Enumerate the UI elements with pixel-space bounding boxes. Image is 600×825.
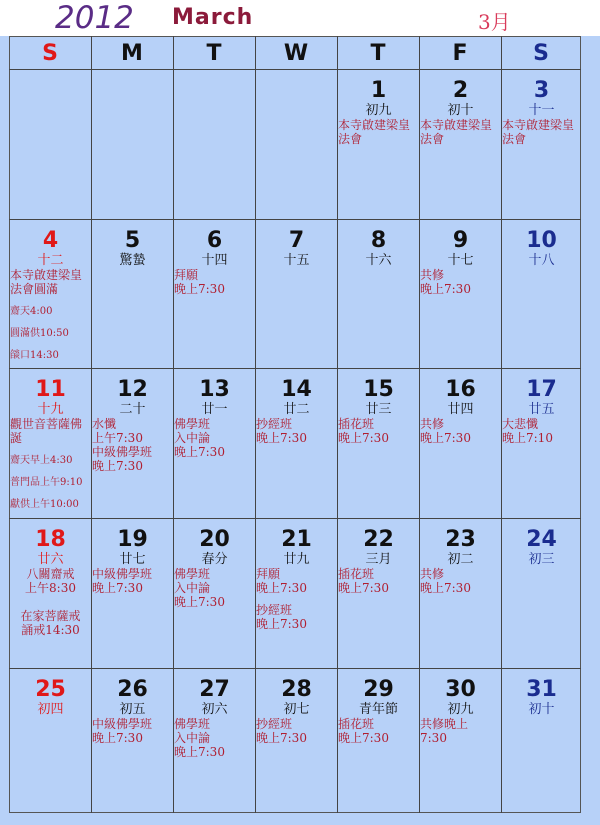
event-text: 插花班 <box>338 567 375 581</box>
day-number: 25 <box>35 677 66 702</box>
day-cell-3[interactable] <box>502 70 581 219</box>
day-cell-14[interactable] <box>256 369 337 518</box>
event-text: 入中論 <box>174 431 211 445</box>
event-text: 晚上7:30 <box>174 445 225 459</box>
event-text: 拜願 <box>256 567 281 581</box>
day-number: 23 <box>445 527 476 552</box>
event-text: 共修 <box>420 417 445 431</box>
event-text: 圓滿供10:50 <box>10 328 69 339</box>
event-text: 佛學班 <box>174 567 211 581</box>
day-cell-25[interactable] <box>10 669 91 813</box>
lunar-date: 初七 <box>283 702 310 717</box>
day-number: 16 <box>445 377 476 402</box>
day-cell-7[interactable] <box>256 220 337 368</box>
event-text: 晚上7:10 <box>502 431 553 445</box>
event-text: 抄經班 <box>256 717 293 731</box>
event-text: 共修晚上 <box>420 717 469 731</box>
event-text: 晚上7:30 <box>256 731 307 745</box>
day-number: 21 <box>281 527 312 552</box>
event-text: 晚上7:30 <box>174 595 225 609</box>
lunar-date: 廿二 <box>283 402 310 417</box>
lunar-date: 廿一 <box>201 402 228 417</box>
day-cell-21[interactable] <box>256 519 337 668</box>
day-cell-8[interactable] <box>338 220 419 368</box>
lunar-date: 廿四 <box>447 402 474 417</box>
day-number: 27 <box>199 677 230 702</box>
event-text: 晚上7:30 <box>256 581 307 595</box>
day-cell-9[interactable] <box>420 220 501 368</box>
day-number: 6 <box>206 228 223 253</box>
day-number: 19 <box>117 527 148 552</box>
event-text: 中級佛學班 <box>92 567 153 581</box>
event-text: 本寺啟建梁皇法會 <box>502 118 575 146</box>
event-text: 晚上7:30 <box>174 745 225 759</box>
day-number: 28 <box>281 677 312 702</box>
weekday-header-thu: T <box>370 41 386 66</box>
lunar-date: 二十 <box>119 402 146 417</box>
chinese-month-label: 3月 <box>478 10 511 34</box>
event-text: 插花班 <box>338 417 375 431</box>
day-cell-26[interactable] <box>92 669 173 813</box>
day-number: 17 <box>526 377 557 402</box>
day-number: 24 <box>526 527 557 552</box>
day-number: 3 <box>533 78 550 103</box>
day-number: 7 <box>288 228 305 253</box>
event-text: 本寺啟建梁皇法會 <box>338 118 411 146</box>
event-text: 晚上7:30 <box>338 431 389 445</box>
event-text: 佛學班 <box>174 417 211 431</box>
day-number: 14 <box>281 377 312 402</box>
event-text: 上午7:30 <box>92 431 143 445</box>
event-text: 本寺啟建梁皇法會 <box>420 118 493 146</box>
lunar-date: 初五 <box>119 702 146 717</box>
event-text: 晚上7:30 <box>338 581 389 595</box>
lunar-date: 十七 <box>447 253 474 268</box>
day-cell-30[interactable] <box>420 669 501 813</box>
day-cell-15[interactable] <box>338 369 419 518</box>
event-text: 八關齋戒 <box>26 567 75 581</box>
lunar-date: 初三 <box>528 552 555 567</box>
day-number: 11 <box>35 377 66 402</box>
event-text: 共修 <box>420 268 445 282</box>
day-number: 10 <box>526 228 557 253</box>
lunar-date: 廿六 <box>37 552 64 567</box>
event-text: 齋天早上4:30 <box>10 455 73 466</box>
weekday-header-sat: S <box>533 41 549 66</box>
day-cell-16[interactable] <box>420 369 501 518</box>
day-cell-27[interactable] <box>174 669 255 813</box>
calendar-header <box>0 0 600 36</box>
event-text: 晚上7:30 <box>420 581 471 595</box>
day-cell-12[interactable] <box>92 369 173 518</box>
day-cell-6[interactable] <box>174 220 255 368</box>
day-number: 4 <box>42 228 59 253</box>
day-number: 13 <box>199 377 230 402</box>
lunar-date: 十一 <box>528 103 555 118</box>
event-text: 中級佛學班 <box>92 445 153 459</box>
lunar-date: 十五 <box>283 253 310 268</box>
event-text: 水懺 <box>92 417 117 431</box>
lunar-date: 十二 <box>37 253 64 268</box>
day-cell-10[interactable] <box>502 220 581 368</box>
day-number: 8 <box>370 228 387 253</box>
day-number: 9 <box>452 228 469 253</box>
day-cell-19[interactable] <box>92 519 173 668</box>
event-text: 7:30 <box>420 731 447 745</box>
lunar-date: 初九 <box>447 702 474 717</box>
day-cell-29[interactable] <box>338 669 419 813</box>
day-number: 20 <box>199 527 230 552</box>
event-text: 在家菩薩戒 <box>20 609 81 623</box>
event-text: 普門品上午9:10 <box>10 477 83 488</box>
event-text: 獻供上午10:00 <box>10 499 79 510</box>
event-text: 上午8:30 <box>25 581 76 595</box>
day-number: 29 <box>363 677 394 702</box>
day-number: 12 <box>117 377 148 402</box>
lunar-date: 十四 <box>201 253 228 268</box>
day-cell-31[interactable] <box>502 669 581 813</box>
weekday-header-wed: W <box>283 41 309 66</box>
lunar-date: 廿五 <box>528 402 555 417</box>
lunar-date: 十六 <box>365 253 392 268</box>
day-cell-28[interactable] <box>256 669 337 813</box>
event-text: 晚上7:30 <box>92 731 143 745</box>
event-text: 大悲懺 <box>502 417 539 431</box>
lunar-date: 初二 <box>447 552 474 567</box>
day-cell-18[interactable] <box>10 519 91 668</box>
lunar-date: 青年節 <box>358 702 398 717</box>
lunar-date: 初九 <box>365 103 392 118</box>
event-text: 誦戒14:30 <box>21 623 80 637</box>
event-text <box>10 595 91 609</box>
weekday-header-mon: M <box>121 41 143 66</box>
lunar-date: 初十 <box>447 103 474 118</box>
month-label: March <box>172 5 254 30</box>
event-text: 晚上7:30 <box>420 282 471 296</box>
lunar-date: 春分 <box>201 552 228 567</box>
event-text: 本寺啟建梁皇法會圓滿 <box>10 268 83 296</box>
day-number: 18 <box>35 527 66 552</box>
event-text: 入中論 <box>174 731 211 745</box>
lunar-date: 十九 <box>37 402 64 417</box>
lunar-date: 驚蟄 <box>119 253 146 268</box>
day-cell-17[interactable] <box>502 369 581 518</box>
event-text: 拜願 <box>174 268 199 282</box>
event-text: 入中論 <box>174 581 211 595</box>
lunar-date: 初四 <box>37 702 64 717</box>
event-text: 晚上7:30 <box>92 459 143 473</box>
day-number: 15 <box>363 377 394 402</box>
day-number: 2 <box>452 78 469 103</box>
event-text: 佛學班 <box>174 717 211 731</box>
day-cell-1[interactable] <box>338 70 419 219</box>
day-cell-11[interactable] <box>10 369 91 518</box>
day-cell-23[interactable] <box>420 519 501 668</box>
day-number: 31 <box>526 677 557 702</box>
event-text: 抄經班 <box>256 603 293 617</box>
day-cell-13[interactable] <box>174 369 255 518</box>
day-cell-20[interactable] <box>174 519 255 668</box>
day-number: 26 <box>117 677 148 702</box>
event-text: 齋天4:00 <box>10 306 53 317</box>
lunar-date: 三月 <box>365 552 392 567</box>
event-text: 晚上7:30 <box>338 731 389 745</box>
event-text: 插花班 <box>338 717 375 731</box>
event-text: 共修 <box>420 567 445 581</box>
day-cell-22[interactable] <box>338 519 419 668</box>
event-text: 晚上7:30 <box>420 431 471 445</box>
day-number: 22 <box>363 527 394 552</box>
weekday-header-tue: T <box>206 41 222 66</box>
day-cell-2[interactable] <box>420 70 501 219</box>
event-text: 晚上7:30 <box>256 617 307 631</box>
event-text: 燄口14:30 <box>10 350 59 361</box>
event-text: 晚上7:30 <box>174 282 225 296</box>
event-text: 晚上7:30 <box>92 581 143 595</box>
lunar-date: 廿九 <box>283 552 310 567</box>
year-label: 2012 <box>55 0 134 36</box>
event-text: 抄經班 <box>256 417 293 431</box>
day-cell-24[interactable] <box>502 519 581 668</box>
lunar-date: 廿七 <box>119 552 146 567</box>
day-cell-5[interactable] <box>92 220 173 368</box>
event-text: 晚上7:30 <box>256 431 307 445</box>
lunar-date: 廿三 <box>365 402 392 417</box>
lunar-date: 初六 <box>201 702 228 717</box>
weekday-header-fri: F <box>452 41 468 66</box>
weekday-header-sun: S <box>42 41 58 66</box>
lunar-date: 初十 <box>528 702 555 717</box>
day-number: 30 <box>445 677 476 702</box>
lunar-date: 十八 <box>528 253 555 268</box>
event-text: 觀世音菩薩佛誕 <box>10 417 83 445</box>
day-cell-4[interactable] <box>10 220 91 368</box>
event-text: 中級佛學班 <box>92 717 153 731</box>
day-number: 5 <box>124 228 141 253</box>
day-number: 1 <box>370 78 387 103</box>
